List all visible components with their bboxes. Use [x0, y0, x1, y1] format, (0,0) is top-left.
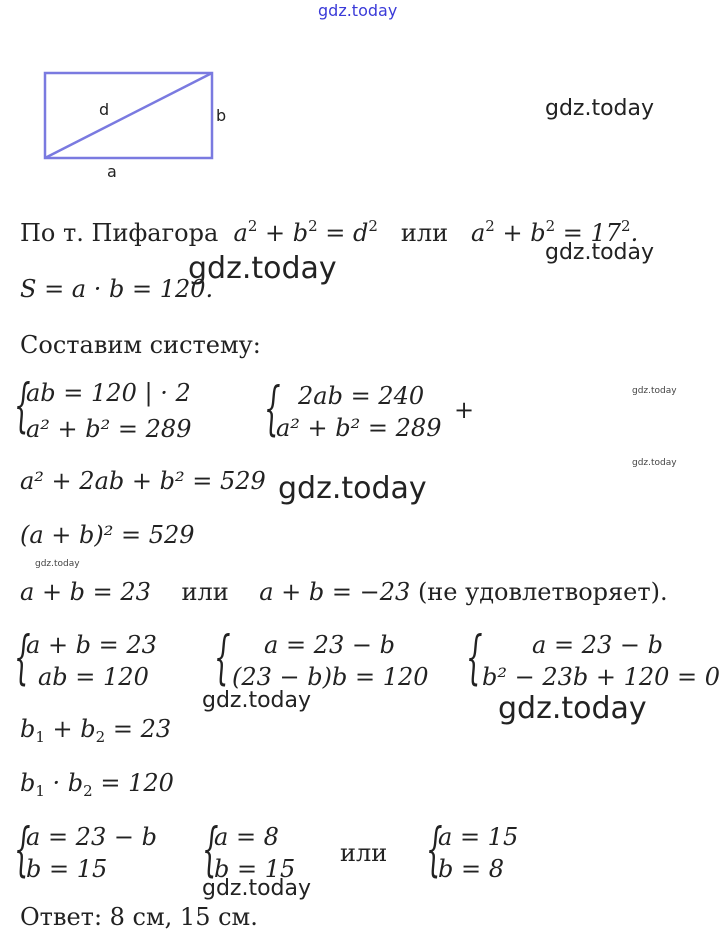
system-row: b = 8: [438, 855, 504, 883]
area-line: S = a · b = 120.: [20, 275, 214, 303]
system-row: a + b = 23: [26, 631, 157, 659]
watermark: gdz.today: [498, 691, 647, 726]
pythagoras-prefix: По т. Пифагора: [20, 219, 219, 247]
system-row: 2ab = 240: [298, 382, 425, 410]
watermark: gdz.today: [545, 240, 655, 265]
system-row: a² + b² = 289: [26, 415, 192, 443]
watermark: gdz.today: [188, 251, 337, 286]
watermark: gdz.today: [202, 688, 312, 713]
watermark-top: gdz.today: [318, 1, 398, 20]
or-text: или: [340, 839, 388, 867]
square-line: (a + b)² = 529: [20, 521, 195, 549]
label-d: d: [99, 100, 110, 119]
rectangle-figure: [40, 68, 240, 188]
sum-squares-line: a² + 2ab + b² = 529: [20, 467, 266, 495]
or-text: или: [400, 219, 449, 247]
watermark: gdz.today: [35, 559, 80, 569]
label-b: b: [216, 106, 227, 125]
plus-sign: +: [454, 396, 475, 424]
compose-line: Составим систему:: [20, 331, 261, 359]
label-a: a: [107, 162, 117, 181]
system-row: a = 8: [214, 823, 279, 851]
roots-line: [20, 579, 668, 605]
root-positive: a + b = 23: [20, 578, 151, 606]
system-row: a = 23 − b: [26, 823, 157, 851]
root-note: (не удовлетворяет).: [417, 578, 668, 606]
vieta-sum-value: = 23: [112, 715, 172, 743]
system-row: a² + b² = 289: [276, 414, 442, 442]
vieta-sum-line: $b_1 + b_2 = 23$: [20, 715, 172, 746]
system-row: (23 − b)b = 120: [232, 663, 429, 691]
vieta-product-value: = 120: [100, 769, 174, 797]
watermark: gdz.today: [632, 458, 677, 468]
system-row: a = 23 − b: [532, 631, 663, 659]
or-text: или: [181, 578, 229, 606]
system-row: ab = 120: [38, 663, 149, 691]
system-row: b = 15: [26, 855, 108, 883]
watermark: gdz.today: [202, 876, 312, 901]
answer-line: Ответ: 8 см, 15 см.: [20, 903, 258, 931]
vieta-product-line: $b_1 \cdot b_2 = 120$: [20, 769, 174, 800]
system-row: b = 15: [214, 855, 296, 883]
pythagoras-line: По т. Пифагора $a^2 + b^2 = d^2$ или $a^2 + b^2 = 17^2$.: [20, 217, 639, 247]
system-row: b² − 23b + 120 = 0: [482, 663, 720, 691]
watermark: gdz.today: [278, 471, 427, 506]
watermark: gdz.today: [632, 386, 677, 396]
system-row: ab = 120 | · 2: [26, 379, 191, 407]
root-negative: a + b = −23: [259, 578, 411, 606]
system-row: a = 23 − b: [264, 631, 395, 659]
system-row: a = 15: [438, 823, 519, 851]
diagonal-line: [45, 73, 212, 158]
watermark: gdz.today: [545, 96, 655, 121]
